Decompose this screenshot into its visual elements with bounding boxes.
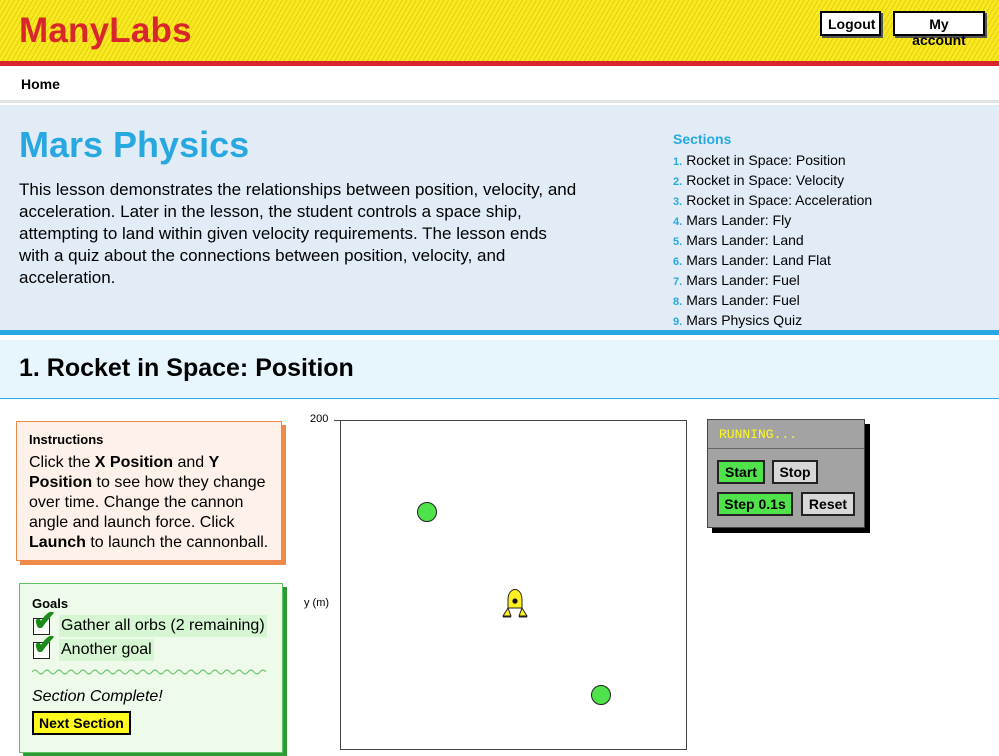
nav-home-link[interactable]: Home xyxy=(21,76,60,92)
section-link[interactable] xyxy=(673,151,872,171)
goal-label: Gather all orbs (2 remaining) xyxy=(59,615,267,637)
status-text: RUNNING... xyxy=(708,420,864,449)
section-number: 4. xyxy=(673,216,683,228)
lesson-intro xyxy=(0,105,999,335)
orb xyxy=(592,686,611,705)
step-button[interactable]: Step 0.1s xyxy=(717,492,793,516)
section-number: 2. xyxy=(673,176,683,188)
logo[interactable]: ManyLabs xyxy=(19,11,192,50)
section-label: Mars Lander: Fly xyxy=(686,212,792,228)
section-header xyxy=(0,340,999,399)
app-header xyxy=(0,0,999,66)
wavy-divider xyxy=(32,667,268,677)
position-plot xyxy=(300,410,695,740)
section-label: Mars Physics Quiz xyxy=(686,312,803,328)
my-account-button[interactable]: My account xyxy=(893,11,985,36)
sections-list xyxy=(673,151,872,331)
section-link[interactable] xyxy=(673,271,872,291)
lesson-title: Mars Physics xyxy=(19,124,250,165)
checkmark-icon: ✔ xyxy=(33,605,57,636)
section-title: 1. Rocket in Space: Position xyxy=(19,354,354,382)
goal-label: Another goal xyxy=(59,639,154,661)
nav-bar xyxy=(0,66,999,103)
section-number: 6. xyxy=(673,256,683,268)
rocket-icon xyxy=(503,590,527,618)
section-number: 1. xyxy=(673,156,683,168)
plot-canvas xyxy=(341,421,688,751)
instructions-title: Instructions xyxy=(29,432,104,447)
goal-item xyxy=(33,629,270,661)
section-complete-text: Section Complete! xyxy=(32,688,163,705)
start-button[interactable]: Start xyxy=(717,460,765,484)
instructions-fragment: to launch the cannonball. xyxy=(85,534,269,551)
section-link[interactable] xyxy=(673,251,872,271)
section-label: Rocket in Space: Position xyxy=(686,152,846,168)
section-label: Mars Lander: Land xyxy=(686,232,804,248)
logout-button[interactable]: Logout xyxy=(820,11,881,36)
section-link[interactable] xyxy=(673,191,872,211)
section-label: Mars Lander: Land Flat xyxy=(686,252,831,268)
section-number: 8. xyxy=(673,296,683,308)
section-label: Mars Lander: Fuel xyxy=(686,292,800,308)
section-label: Mars Lander: Fuel xyxy=(686,272,800,288)
instructions-fragment: to see how they change over time. Change the cannon angle and launch force. Click xyxy=(29,474,266,531)
checkmark-icon: ✔ xyxy=(33,629,57,660)
simulation-controls xyxy=(707,419,865,528)
plot-area[interactable] xyxy=(340,420,687,750)
y-max-tick-label: 200 xyxy=(310,413,329,425)
goals-title: Goals xyxy=(32,596,69,611)
y-axis-label: y (m) xyxy=(304,597,330,609)
goals-panel xyxy=(19,583,283,753)
section-link[interactable] xyxy=(673,231,872,251)
sections-title: Sections xyxy=(673,131,732,147)
section-link[interactable] xyxy=(673,171,872,191)
reset-button[interactable]: Reset xyxy=(801,492,855,516)
stop-button[interactable]: Stop xyxy=(772,460,818,484)
instructions-emphasis: Launch xyxy=(29,534,86,551)
instructions-fragment: and xyxy=(173,454,209,471)
section-link[interactable] xyxy=(673,291,872,311)
instructions-emphasis: X Position xyxy=(94,454,174,471)
orb xyxy=(418,503,437,522)
goals-list xyxy=(32,605,270,661)
instructions-panel xyxy=(16,421,282,561)
instructions-emphasis: Y Position xyxy=(29,454,220,491)
section-link[interactable] xyxy=(673,311,872,331)
section-number: 5. xyxy=(673,236,683,248)
section-number: 7. xyxy=(673,276,683,288)
instructions-text xyxy=(29,453,269,553)
instructions-fragment: Click the xyxy=(29,454,95,471)
lesson-description: This lesson demonstrates the relationships between position, velocity, and acceleration. Later in the lesson, the student controls a space ship, attempting to land within given velocity requirements. The lesson ends with a quiz about the connections between position, velocity, and acceleration. xyxy=(19,180,577,287)
section-label: Rocket in Space: Acceleration xyxy=(686,192,873,208)
section-number: 9. xyxy=(673,316,683,328)
goal-item xyxy=(33,605,270,637)
next-section-button[interactable]: Next Section xyxy=(32,711,131,735)
section-number: 3. xyxy=(673,196,683,208)
section-link[interactable] xyxy=(673,211,872,231)
section-label: Rocket in Space: Velocity xyxy=(686,172,845,188)
